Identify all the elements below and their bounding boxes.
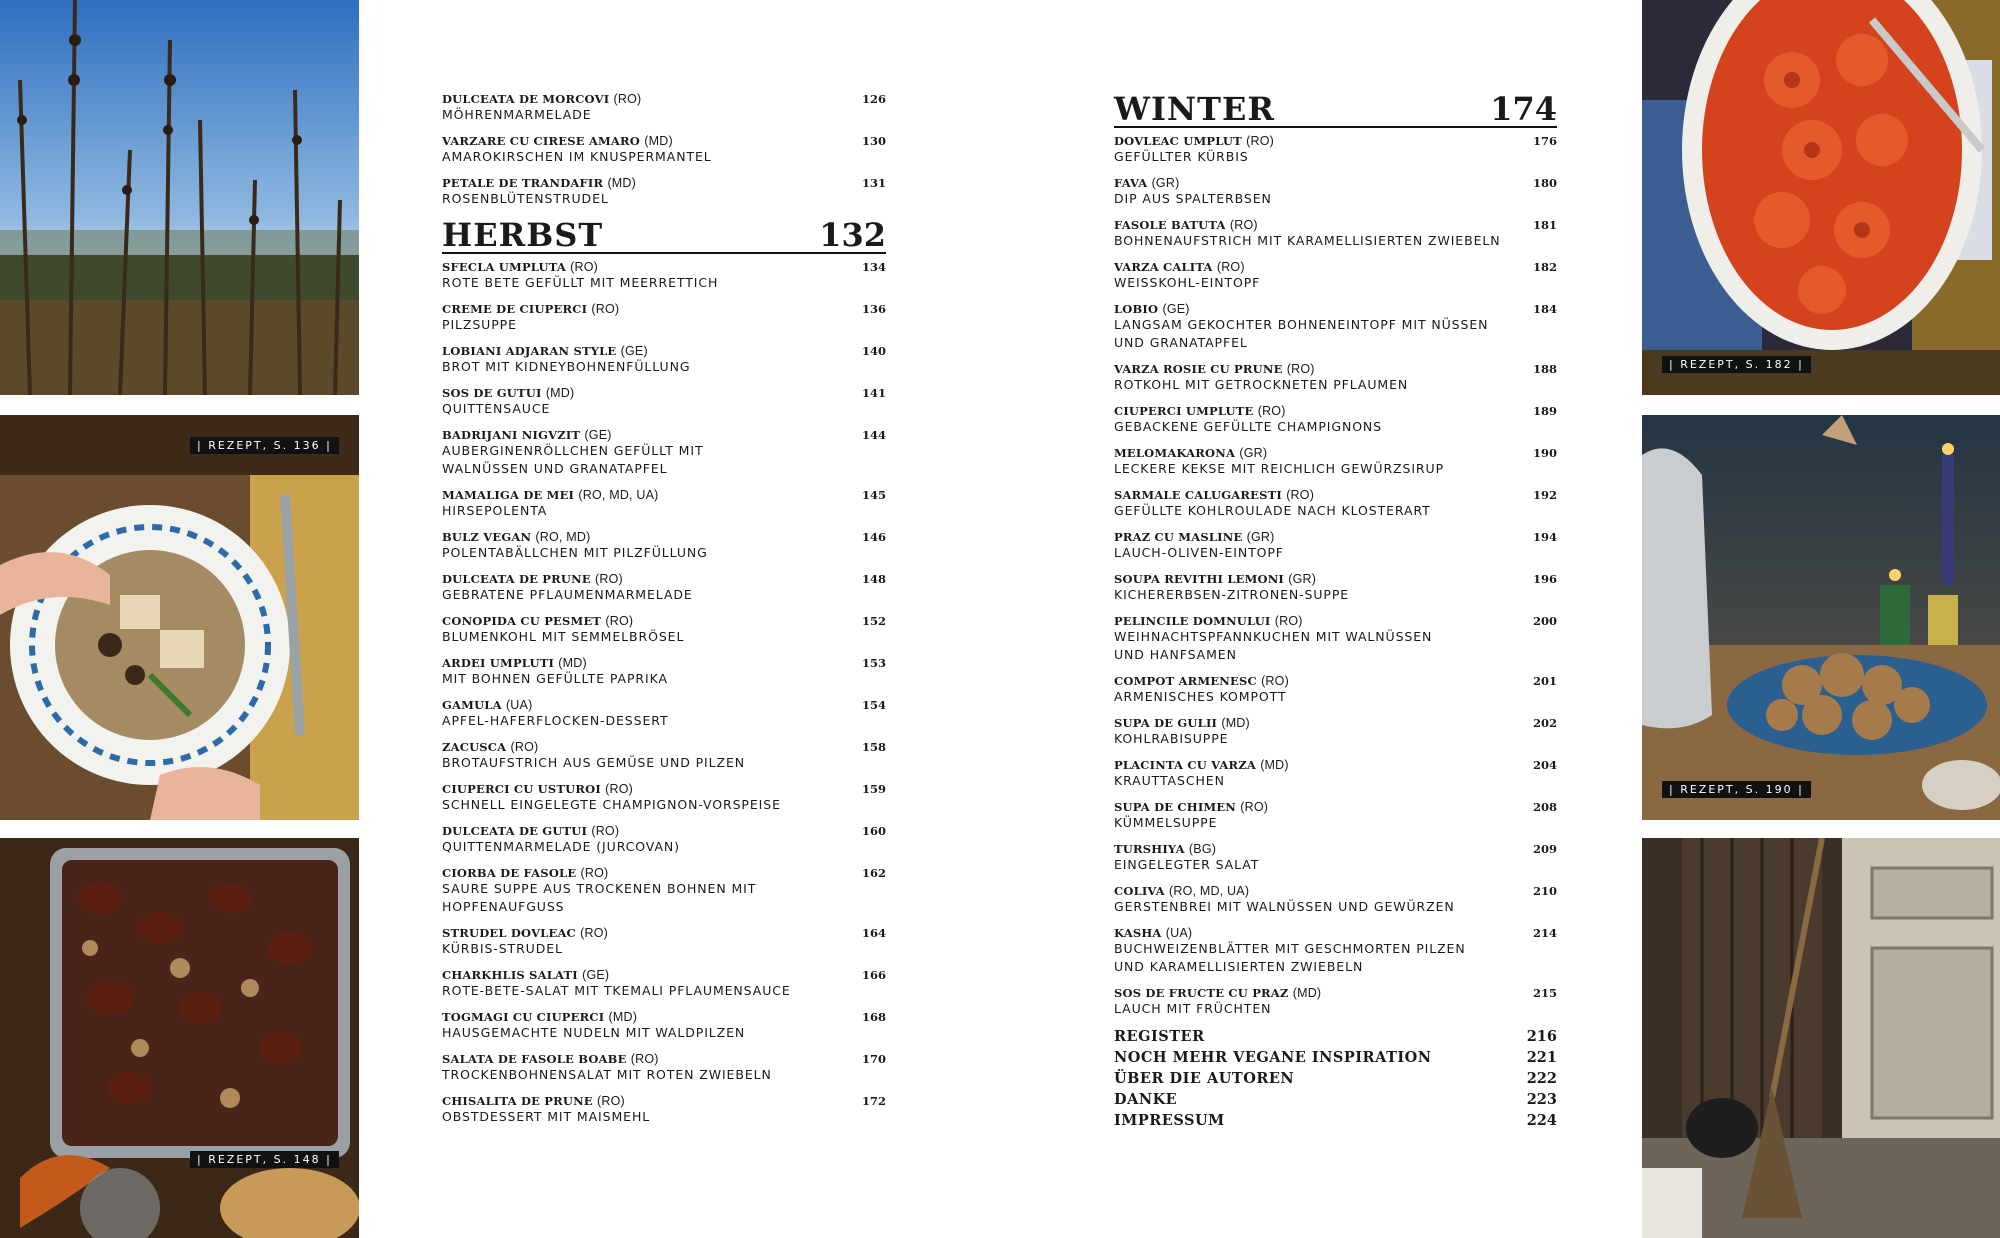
appendix-page: 216 — [1526, 1028, 1557, 1045]
entry-title: BADRIJANI NIGVZIT — [442, 428, 581, 442]
entry-region: (RO) — [605, 782, 634, 796]
entry-region: (GR) — [1288, 572, 1317, 586]
toc-entry[interactable] — [442, 1094, 886, 1126]
entry-subtitle: SAURE SUPPE AUS TROCKENEN BOHNEN MIT — [442, 881, 757, 896]
entry-region: (GR) — [1151, 176, 1180, 190]
toc-appendix-entry[interactable] — [1114, 1112, 1557, 1129]
entry-page: 184 — [1532, 302, 1557, 316]
entry-page: 162 — [861, 866, 886, 880]
entry-subtitle: QUITTENSAUCE — [442, 401, 551, 416]
entry-subtitle: KÜRBIS-STRUDEL — [442, 941, 563, 956]
toc-entry[interactable] — [1114, 800, 1557, 832]
toc-entry[interactable] — [442, 740, 886, 772]
entry-title: SOS DE FRUCTE CU PRAZ — [1114, 986, 1289, 1000]
entry-title: PELINCILE DOMNULUI — [1114, 614, 1271, 628]
entry-title: GAMULA — [442, 698, 502, 712]
entry-title: VARZA ROSIE CU PRUNE — [1114, 362, 1283, 376]
entry-page: 168 — [861, 1010, 886, 1024]
appendix-page: 223 — [1526, 1091, 1557, 1108]
entry-region: (RO) — [1216, 260, 1245, 274]
entry-page: 131 — [861, 176, 886, 190]
entry-page: 192 — [1532, 488, 1557, 502]
entry-title: TURSHIYA — [1114, 842, 1185, 856]
toc-entry[interactable] — [442, 614, 886, 646]
entry-subtitle: BUCHWEIZENBLÄTTER MIT GESCHMORTEN PILZEN — [1114, 941, 1466, 956]
entry-page: 202 — [1532, 716, 1557, 730]
entry-region: (UA) — [1165, 926, 1193, 940]
entry-title: FASOLE BATUTA — [1114, 218, 1226, 232]
toc-appendix-entry[interactable] — [1114, 1028, 1557, 1045]
entry-title: CHARKHLIS SALATI — [442, 968, 578, 982]
entry-subtitle: PILZSUPPE — [442, 317, 517, 332]
entry-page: 170 — [861, 1052, 886, 1066]
caption-tomato: | REZEPT, S. 182 | — [1662, 356, 1811, 373]
appendix-title: ÜBER DIE AUTOREN — [1114, 1070, 1295, 1087]
appendix-title: DANKE — [1114, 1091, 1178, 1108]
entry-region: (GE) — [620, 344, 648, 358]
toc-entry[interactable] — [1114, 218, 1557, 250]
caption-soup: | REZEPT, S. 136 | — [190, 437, 339, 454]
entry-region: (RO) — [597, 1094, 625, 1108]
entry-region: (RO) — [591, 302, 620, 316]
entry-region: (RO) — [605, 614, 634, 628]
entry-subtitle: KOHLRABISUPPE — [1114, 731, 1229, 746]
toc-entry[interactable] — [1114, 260, 1557, 292]
entry-page: 134 — [861, 260, 886, 274]
entry-page: 201 — [1532, 674, 1557, 688]
toc-appendix-entry[interactable] — [1114, 1049, 1557, 1066]
entry-subtitle: WEISSKOHL-EINTOPF — [1114, 275, 1261, 290]
entry-title: SARMALE CALUGARESTI — [1114, 488, 1282, 502]
toc-column-left — [442, 92, 886, 1136]
entry-subtitle: LAUCH MIT FRÜCHTEN — [1114, 1001, 1272, 1016]
entry-title: VARZA CALITA — [1114, 260, 1213, 274]
season-title: WINTER — [1114, 90, 1275, 128]
appendix-page: 222 — [1526, 1070, 1557, 1087]
entry-page: 126 — [861, 92, 886, 106]
appendix-title: IMPRESSUM — [1114, 1112, 1225, 1129]
entry-region: (MD) — [1292, 986, 1322, 1000]
entry-region: (GR) — [1239, 446, 1268, 460]
entry-page: 145 — [861, 488, 886, 502]
toc-entry[interactable] — [442, 866, 886, 916]
toc-entry[interactable] — [442, 344, 886, 376]
entry-region: (RO) — [1274, 614, 1303, 628]
toc-entry[interactable] — [1114, 758, 1557, 790]
entry-region: (MD) — [608, 1010, 638, 1024]
entry-region: (GR) — [1246, 530, 1275, 544]
entry-title: PLACINTA CU VARZA — [1114, 758, 1256, 772]
entry-region: (RO) — [1286, 362, 1315, 376]
entry-subtitle: HOPFENAUFGUSS — [442, 899, 565, 914]
entry-region: (RO) — [570, 260, 599, 274]
entry-page: 146 — [861, 530, 886, 544]
entry-title: CONOPIDA CU PESMET — [442, 614, 602, 628]
season-title: HERBST — [442, 216, 604, 254]
entry-page: 176 — [1532, 134, 1557, 148]
entry-page: 140 — [861, 344, 886, 358]
entry-region: (BG) — [1188, 842, 1217, 856]
entry-subtitle: EINGELEGTER SALAT — [1114, 857, 1260, 872]
entry-title: TOGMAGI CU CIUPERCI — [442, 1010, 605, 1024]
entry-page: 182 — [1532, 260, 1557, 274]
toc-entry[interactable] — [442, 698, 886, 730]
photo-plum-jam — [0, 838, 359, 1238]
entry-region: (MD) — [1221, 716, 1250, 730]
toc-entry[interactable] — [442, 968, 886, 1000]
entry-title: SFECLA UMPLUTA — [442, 260, 566, 274]
photo-field-landscape — [0, 0, 359, 395]
toc-entry[interactable] — [442, 530, 886, 562]
toc-entry[interactable] — [1114, 572, 1557, 604]
entry-region: (RO) — [1286, 488, 1315, 502]
toc-entry[interactable] — [442, 488, 886, 520]
toc-list-winter — [1114, 134, 1557, 1018]
entry-title: MELOMAKARONA — [1114, 446, 1236, 460]
toc-appendix-entry[interactable] — [1114, 1070, 1557, 1087]
entry-title: COLIVA — [1114, 884, 1165, 898]
entry-title: KASHA — [1114, 926, 1162, 940]
entry-subtitle: BROTAUFSTRICH AUS GEMÜSE UND PILZEN — [442, 755, 746, 770]
entry-page: 130 — [861, 134, 886, 148]
entry-title: DULCEATA DE MORCOVI — [442, 92, 610, 106]
toc-list-herbst — [442, 260, 886, 1126]
toc-entry[interactable] — [442, 1052, 886, 1084]
entry-page: 180 — [1532, 176, 1557, 190]
entry-region: (RO) — [595, 572, 623, 586]
season-heading-herbst[interactable] — [442, 218, 886, 254]
entry-page: 172 — [861, 1094, 886, 1108]
toc-entry[interactable] — [442, 134, 886, 166]
caption-chestnuts: | REZEPT, S. 148 | — [190, 1151, 339, 1168]
entry-title: BULZ VEGAN — [442, 530, 532, 544]
entry-subtitle: AMAROKIRSCHEN IM KNUSPERMANTEL — [442, 149, 712, 164]
entry-region: (MD) — [1260, 758, 1289, 772]
entry-page: 190 — [1532, 446, 1557, 460]
toc-entry[interactable] — [1114, 842, 1557, 874]
entry-subtitle: LAUCH-OLIVEN-EINTOPF — [1114, 545, 1284, 560]
toc-entry[interactable] — [442, 302, 886, 334]
toc-entry[interactable] — [442, 260, 886, 292]
entry-region: (RO) — [1246, 134, 1274, 148]
entry-page: 188 — [1532, 362, 1557, 376]
toc-entry[interactable] — [442, 926, 886, 958]
appendix-page: 224 — [1526, 1112, 1557, 1129]
entry-page: 214 — [1532, 926, 1557, 940]
entry-page: 194 — [1532, 530, 1557, 544]
entry-subtitle: UND GRANATAPFEL — [1114, 335, 1248, 350]
entry-subtitle: ROTE-BETE-SALAT MIT TKEMALI PFLAUMENSAUCE — [442, 983, 791, 998]
entry-title: DULCEATA DE GUTUI — [442, 824, 588, 838]
toc-entry[interactable] — [442, 176, 886, 208]
entry-subtitle: UND KARAMELLISIERTEN ZWIEBELN — [1114, 959, 1364, 974]
entry-subtitle: DIP AUS SPALTERBSEN — [1114, 191, 1272, 206]
entry-subtitle: GEBACKENE GEFÜLLTE CHAMPIGNONS — [1114, 419, 1383, 434]
entry-subtitle: GEBRATENE PFLAUMENMARMELADE — [442, 587, 693, 602]
entry-subtitle: LANGSAM GEKOCHTER BOHNENEINTOPF MIT NÜSSEN — [1114, 317, 1489, 332]
entry-subtitle: TROCKENBOHNENSALAT MIT ROTEN ZWIEBELN — [442, 1067, 772, 1082]
entry-subtitle: BLUMENKOHL MIT SEMMELBRÖSEL — [442, 629, 685, 644]
entry-title: CREME DE CIUPERCI — [442, 302, 588, 316]
entry-page: 154 — [861, 698, 886, 712]
entry-subtitle: POLENTABÄLLCHEN MIT PILZFÜLLUNG — [442, 545, 708, 560]
entry-title: MAMALIGA DE MEI — [442, 488, 575, 502]
entry-subtitle: ARMENISCHES KOMPOTT — [1114, 689, 1287, 704]
toc-entry[interactable] — [1114, 302, 1557, 352]
entry-subtitle: KRAUTTASCHEN — [1114, 773, 1225, 788]
entry-subtitle: BOHNENAUFSTRICH MIT KARAMELLISIERTEN ZWIEBELN — [1114, 233, 1501, 248]
toc-entry[interactable] — [442, 92, 886, 124]
toc-entry[interactable] — [442, 386, 886, 418]
entry-region: (RO, MD, UA) — [578, 488, 659, 502]
entry-title: ZACUSCA — [442, 740, 507, 754]
appendix-page: 221 — [1526, 1049, 1557, 1066]
entry-page: 136 — [861, 302, 886, 316]
entry-title: COMPOT ARMENESC — [1114, 674, 1257, 688]
toc-entry[interactable] — [1114, 986, 1557, 1018]
entry-subtitle: OBSTDESSERT MIT MAISMEHL — [442, 1109, 651, 1124]
entry-page: 210 — [1532, 884, 1557, 898]
toc-entry[interactable] — [442, 572, 886, 604]
entry-title: CIUPERCI UMPLUTE — [1114, 404, 1254, 418]
toc-entry[interactable] — [1114, 530, 1557, 562]
entry-title: DOVLEAC UMPLUT — [1114, 134, 1242, 148]
entry-page: 160 — [861, 824, 886, 838]
entry-page: 166 — [861, 968, 886, 982]
toc-entry[interactable] — [442, 824, 886, 856]
entry-region: (RO) — [580, 926, 609, 940]
entry-region: (MD) — [607, 176, 637, 190]
entry-page: 196 — [1532, 572, 1557, 586]
appendix-title: REGISTER — [1114, 1028, 1205, 1045]
entry-region: (MD) — [545, 386, 575, 400]
entry-region: (RO) — [613, 92, 642, 106]
season-heading-winter[interactable] — [1114, 92, 1557, 128]
entry-subtitle: WEIHNACHTSPFANNKUCHEN MIT WALNÜSSEN — [1114, 629, 1433, 644]
entry-region: (RO) — [580, 866, 609, 880]
entry-region: (GE) — [1162, 302, 1190, 316]
entry-title: SOUPA REVITHI LEMONI — [1114, 572, 1285, 586]
entry-subtitle: KICHERERBSEN-ZITRONEN-SUPPE — [1114, 587, 1350, 602]
entry-page: 159 — [861, 782, 886, 796]
season-page: 174 — [1490, 90, 1557, 128]
entry-region: (MD) — [558, 656, 587, 670]
toc-column-right — [1114, 92, 1557, 1133]
entry-title: LOBIANI ADJARAN STYLE — [442, 344, 617, 358]
entry-page: 164 — [861, 926, 886, 940]
entry-page: 209 — [1532, 842, 1557, 856]
entry-page: 141 — [861, 386, 886, 400]
entry-region: (RO) — [1261, 674, 1289, 688]
entry-region: (RO) — [591, 824, 620, 838]
entry-title: SUPA DE CHIMEN — [1114, 800, 1237, 814]
toc-entry[interactable] — [1114, 716, 1557, 748]
entry-region: (RO) — [1257, 404, 1286, 418]
entry-subtitle: UND HANFSAMEN — [1114, 647, 1237, 662]
entry-subtitle: GEFÜLLTER KÜRBIS — [1114, 149, 1249, 164]
toc-entry[interactable] — [442, 1010, 886, 1042]
photo-mushroom-soup — [0, 415, 359, 820]
entry-title: SUPA DE GULII — [1114, 716, 1218, 730]
toc-entry[interactable] — [1114, 362, 1557, 394]
entry-subtitle: ROTKOHL MIT GETROCKNETEN PFLAUMEN — [1114, 377, 1409, 392]
entry-region: (RO) — [1240, 800, 1269, 814]
entry-page: 144 — [861, 428, 886, 442]
entry-page: 153 — [861, 656, 886, 670]
entry-region: (RO) — [510, 740, 539, 754]
entry-title: ARDEI UMPLUTI — [442, 656, 555, 670]
entry-title: FAVA — [1114, 176, 1148, 190]
photo-christmas-cookies — [1642, 415, 2000, 820]
toc-entry[interactable] — [1114, 488, 1557, 520]
entry-subtitle: HIRSEPOLENTA — [442, 503, 548, 518]
entry-subtitle: MIT BOHNEN GEFÜLLTE PAPRIKA — [442, 671, 668, 686]
entry-subtitle: ROTE BETE GEFÜLLT MIT MEERRETTICH — [442, 275, 719, 290]
entry-title: LOBIO — [1114, 302, 1159, 316]
entry-title: VARZARE CU CIRESE AMARO — [442, 134, 641, 148]
entry-page: 200 — [1532, 614, 1557, 628]
toc-entry[interactable] — [1114, 926, 1557, 976]
entry-subtitle: QUITTENMARMELADE (JURCOVAN) — [442, 839, 680, 854]
entry-title: STRUDEL DOVLEAC — [442, 926, 576, 940]
entry-page: 152 — [861, 614, 886, 628]
entry-title: SOS DE GUTUI — [442, 386, 542, 400]
entry-region: (GE) — [582, 968, 610, 982]
entry-subtitle: KÜMMELSUPPE — [1114, 815, 1218, 830]
toc-entry[interactable] — [442, 782, 886, 814]
entry-page: 189 — [1532, 404, 1557, 418]
entry-subtitle: GEFÜLLTE KOHLROULADE NACH KLOSTERART — [1114, 503, 1431, 518]
photo-tomato-casserole — [1642, 0, 2000, 395]
entry-region: (RO, MD) — [535, 530, 591, 544]
entry-title: CHISALITA DE PRUNE — [442, 1094, 593, 1108]
entry-subtitle: ROSENBLÜTENSTRUDEL — [442, 191, 609, 206]
entry-subtitle: WALNÜSSEN UND GRANATAPFEL — [442, 461, 668, 476]
entry-subtitle: AUBERGINENRÖLLCHEN GEFÜLLT MIT — [442, 443, 704, 458]
entry-page: 208 — [1532, 800, 1557, 814]
entry-title: PETALE DE TRANDAFIR — [442, 176, 604, 190]
entry-region: (RO) — [1229, 218, 1258, 232]
entry-region: (UA) — [505, 698, 533, 712]
entry-subtitle: APFEL-HAFERFLOCKEN-DESSERT — [442, 713, 669, 728]
entry-subtitle: BROT MIT KIDNEYBOHNENFÜLLUNG — [442, 359, 691, 374]
entry-page: 158 — [861, 740, 886, 754]
entry-subtitle: MÖHRENMARMELADE — [442, 107, 592, 122]
season-page: 132 — [819, 216, 886, 254]
appendix-title: NOCH MEHR VEGANE INSPIRATION — [1114, 1049, 1432, 1066]
toc-entry[interactable] — [1114, 134, 1557, 166]
photo-barn-broom — [1642, 838, 2000, 1238]
toc-appendix-entry[interactable] — [1114, 1091, 1557, 1108]
entry-region: (RO) — [630, 1052, 659, 1066]
entry-region: (GE) — [584, 428, 612, 442]
entry-subtitle: HAUSGEMACHTE NUDELN MIT WALDPILZEN — [442, 1025, 746, 1040]
entry-title: DULCEATA DE PRUNE — [442, 572, 591, 586]
toc-entry[interactable] — [1114, 614, 1557, 664]
entry-region: (MD) — [644, 134, 673, 148]
entry-subtitle: LECKERE KEKSE MIT REICHLICH GEWÜRZSIRUP — [1114, 461, 1445, 476]
toc-entry[interactable] — [442, 656, 886, 688]
caption-cookies: | REZEPT, S. 190 | — [1662, 781, 1811, 798]
entry-page: 181 — [1532, 218, 1557, 232]
entry-title: CIORBA DE FASOLE — [442, 866, 577, 880]
toc-entry[interactable] — [1114, 674, 1557, 706]
entry-title: PRAZ CU MASLINE — [1114, 530, 1243, 544]
entry-region: (RO, MD, UA) — [1169, 884, 1250, 898]
entry-title: SALATA DE FASOLE BOABE — [442, 1052, 627, 1066]
entry-page: 148 — [861, 572, 886, 586]
entry-subtitle: SCHNELL EINGELEGTE CHAMPIGNON-VORSPEISE — [442, 797, 781, 812]
entry-page: 215 — [1532, 986, 1557, 1000]
entry-subtitle: GERSTENBREI MIT WALNÜSSEN UND GEWÜRZEN — [1114, 899, 1455, 914]
entry-title: CIUPERCI CU USTUROI — [442, 782, 601, 796]
toc-entry[interactable] — [1114, 446, 1557, 478]
toc-entry[interactable] — [1114, 404, 1557, 436]
toc-entry[interactable] — [442, 428, 886, 478]
entry-page: 204 — [1532, 758, 1557, 772]
toc-entry[interactable] — [1114, 884, 1557, 916]
toc-entry[interactable] — [1114, 176, 1557, 208]
toc-list-appendix — [1114, 1028, 1557, 1129]
